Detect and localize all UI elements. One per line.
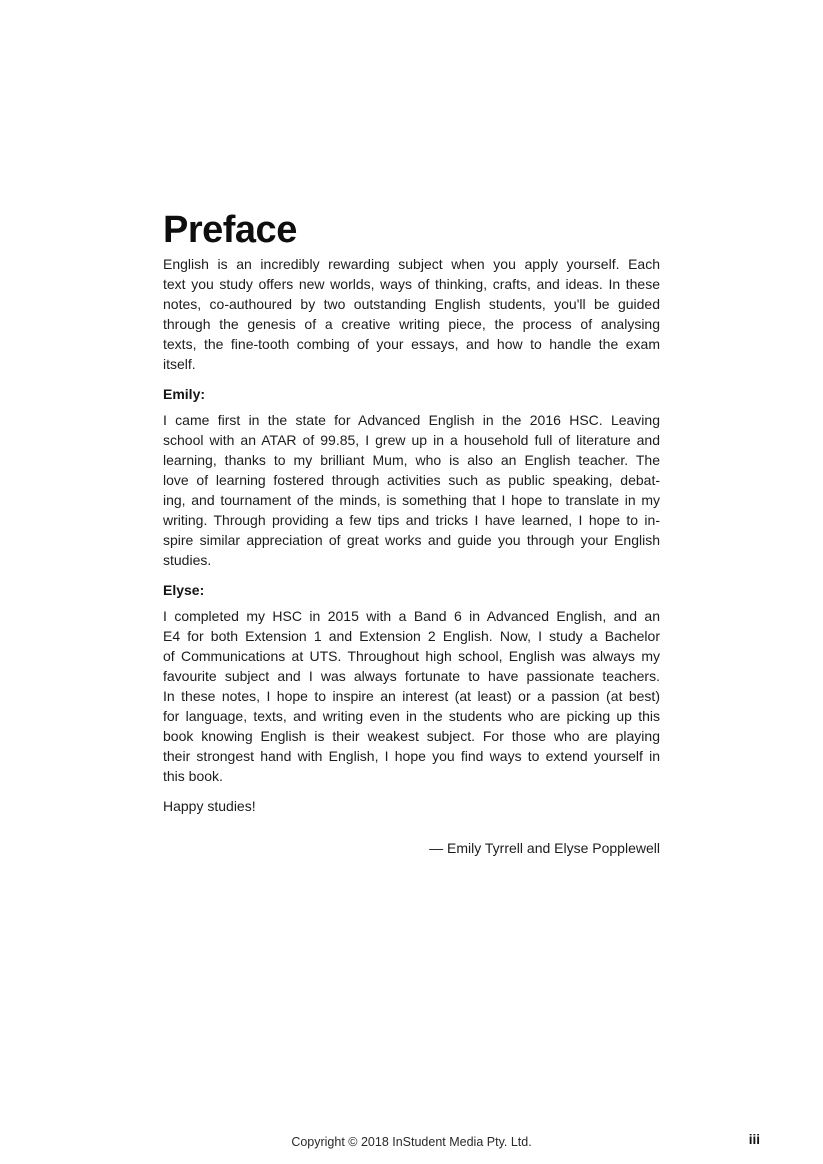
paragraph [163,796,660,816]
text-line: spire similar appreciation of great works and guide you through your English [163,532,660,548]
paragraph [163,606,660,786]
page-number: iii [748,1132,760,1147]
text-line: itself. [163,356,196,372]
text-line: love of learning fostered through activities such as public speaking, debat- [163,472,660,488]
text-line: favourite subject and I was always fortunate to have passionate teachers. [163,668,660,684]
paragraph [163,410,660,570]
text-line: ing, and tournament of the minds, is something that I hope to translate in my [163,492,660,508]
text-line: Happy studies! [163,798,256,814]
text-line: English is an incredibly rewarding subject when you apply yourself. Each [163,256,660,272]
text-line: book knowing English is their weakest subject. For those who are playing [163,728,660,744]
text-line: learning, thanks to my brilliant Mum, who is also an English teacher. The [163,452,660,468]
copyright-text: Copyright © 2018 InStudent Media Pty. Ltd. [291,1135,532,1149]
paragraph [163,254,660,374]
text-line: for language, texts, and writing even in the students who are picking up this [163,708,660,724]
page-title: Preface [163,209,297,251]
text-line: notes, co-authoured by two outstanding English students, you'll be guided [163,296,660,312]
text-line: I completed my HSC in 2015 with a Band 6 in Advanced English, and an [163,608,660,624]
text-line: studies. [163,552,212,568]
page-content [163,208,660,858]
text-line: school with an ATAR of 99.85, I grew up in a household full of literature and [163,432,660,448]
text-line: In these notes, I hope to inspire an interest (at least) or a passion (at best) [163,688,660,704]
text-line: I came first in the state for Advanced English in the 2016 HSC. Leaving [163,412,660,428]
text-line: through the genesis of a creative writing piece, the process of analysing [163,316,660,332]
text-line: texts, the fine-tooth combing of your essays, and how to handle the exam [163,336,660,352]
text-line: E4 for both Extension 1 and Extension 2 English. Now, I study a Bachelor [163,628,660,644]
signature-line: — Emily Tyrrell and Elyse Popplewell [429,840,660,856]
text-line: this book. [163,768,223,784]
text-line: their strongest hand with English, I hope you find ways to extend yourself in [163,748,660,764]
document-body [163,254,660,858]
text-line: writing. Through providing a few tips and tricks I have learned, I hope to in- [163,512,660,528]
text-line: of Communications at UTS. Throughout high school, English was always my [163,648,660,664]
section-heading: Elyse: [163,582,205,598]
section-heading: Emily: [163,386,206,402]
text-line: text you study offers new worlds, ways of thinking, crafts, and ideas. In these [163,276,660,292]
